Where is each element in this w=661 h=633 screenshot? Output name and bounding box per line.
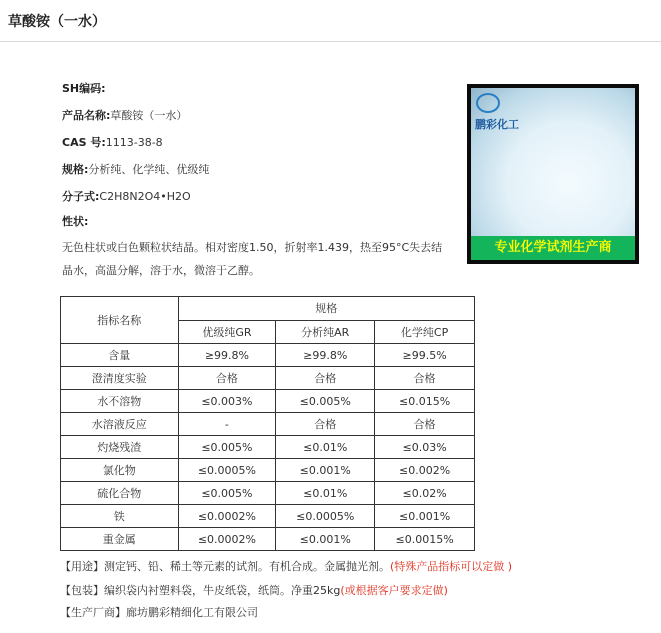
value-cell: ≤0.005%	[178, 436, 276, 459]
value-cell: ≤0.001%	[276, 459, 375, 482]
column-header: 分析纯AR	[276, 320, 375, 344]
header-group-cell: 规格	[178, 297, 474, 321]
row-name-cell: 澄清度实验	[61, 367, 179, 390]
table-row	[61, 367, 475, 390]
page-title: 草酸铵（一水）	[8, 14, 106, 30]
table-row	[61, 344, 475, 367]
table-row	[61, 413, 475, 436]
product-photo-image	[471, 88, 635, 260]
value-cell: 合格	[375, 413, 475, 436]
formula-label: 分子式:	[62, 190, 100, 203]
row-name-cell: 灼烧残渣	[61, 436, 179, 459]
usage-text: 【用途】测定钙、铅、稀土等元素的试剂。有机合成。金属抛光剂。	[60, 560, 390, 573]
value-cell: ≤0.001%	[276, 528, 375, 551]
value-cell: ≥99.5%	[375, 344, 475, 367]
packaging-text: 【包装】编织袋内衬塑料袋，牛皮纸袋，纸筒。净重25kg	[60, 584, 341, 597]
column-header: 优级纯GR	[178, 320, 276, 344]
cas-row	[62, 134, 163, 150]
value-cell: -	[178, 413, 276, 436]
cas-value: 1113-38-8	[105, 136, 163, 149]
value-cell: ≤0.0005%	[178, 459, 276, 482]
row-name-cell: 含量	[61, 344, 179, 367]
packaging-custom-note: (或根据客户要求定做)	[340, 584, 448, 597]
title-bar	[0, 0, 661, 42]
value-cell: ≤0.001%	[375, 505, 475, 528]
usage-custom-note: (特殊产品指标可以定做 )	[390, 560, 513, 573]
spec-row	[62, 161, 209, 177]
manufacturer-note	[60, 604, 258, 620]
row-name-cell: 硫化合物	[61, 482, 179, 505]
product-name-row	[62, 107, 187, 123]
company-logo-text: 鹏彩化工	[475, 118, 519, 131]
table-row	[61, 436, 475, 459]
value-cell: ≤0.02%	[375, 482, 475, 505]
table-header-row	[61, 297, 475, 321]
value-cell: ≥99.8%	[178, 344, 276, 367]
property-line-1: 无色柱状或白色颗粒状结晶。相对密度1.50，折射率1.439，热至95°C失去结	[62, 241, 443, 254]
property-description	[62, 236, 452, 282]
property-line-2: 晶水，高温分解，溶于水，微溶于乙醇。	[62, 264, 260, 277]
spec-table	[60, 296, 475, 551]
value-cell: ≤0.003%	[178, 390, 276, 413]
row-name-cell: 水不溶物	[61, 390, 179, 413]
sh-code-label: SH编码:	[62, 82, 106, 95]
product-name-label: 产品名称:	[62, 109, 111, 122]
row-name-cell: 铁	[61, 505, 179, 528]
value-cell: ≥99.8%	[276, 344, 375, 367]
packaging-note	[60, 582, 448, 598]
value-cell: ≤0.0002%	[178, 528, 276, 551]
photo-banner: 专业化学试剂生产商	[471, 236, 635, 260]
value-cell: ≤0.005%	[276, 390, 375, 413]
row-name-cell: 氯化物	[61, 459, 179, 482]
table-row	[61, 459, 475, 482]
value-cell: ≤0.015%	[375, 390, 475, 413]
row-name-cell: 重金属	[61, 528, 179, 551]
property-row	[62, 213, 88, 229]
value-cell: 合格	[178, 367, 276, 390]
formula-value: C2H8N2O4•H2O	[99, 190, 191, 203]
value-cell: ≤0.005%	[178, 482, 276, 505]
usage-note	[60, 558, 512, 574]
table-row	[61, 505, 475, 528]
property-label: 性状:	[62, 215, 89, 228]
column-header: 化学纯CP	[375, 320, 475, 344]
value-cell: ≤0.01%	[276, 482, 375, 505]
table-row	[61, 482, 475, 505]
value-cell: ≤0.0005%	[276, 505, 375, 528]
value-cell: ≤0.01%	[276, 436, 375, 459]
table-row	[61, 390, 475, 413]
formula-row	[62, 188, 191, 204]
value-cell: 合格	[276, 367, 375, 390]
row-name-cell: 水溶液反应	[61, 413, 179, 436]
cas-label: CAS 号:	[62, 136, 106, 149]
value-cell: ≤0.002%	[375, 459, 475, 482]
spec-label: 规格:	[62, 163, 89, 176]
product-name-value: 草酸铵（一水）	[110, 109, 188, 122]
value-cell: 合格	[375, 367, 475, 390]
spec-value: 分析纯、化学纯、优级纯	[88, 163, 210, 176]
table-row	[61, 528, 475, 551]
value-cell: ≤0.0015%	[375, 528, 475, 551]
product-photo	[467, 84, 639, 264]
company-logo-icon	[476, 93, 500, 113]
value-cell: ≤0.03%	[375, 436, 475, 459]
header-name-cell: 指标名称	[61, 297, 179, 344]
value-cell: ≤0.0002%	[178, 505, 276, 528]
value-cell: 合格	[276, 413, 375, 436]
manufacturer-text: 【生产厂商】廊坊鹏彩精细化工有限公司	[60, 606, 258, 619]
sh-code-row	[62, 80, 106, 96]
